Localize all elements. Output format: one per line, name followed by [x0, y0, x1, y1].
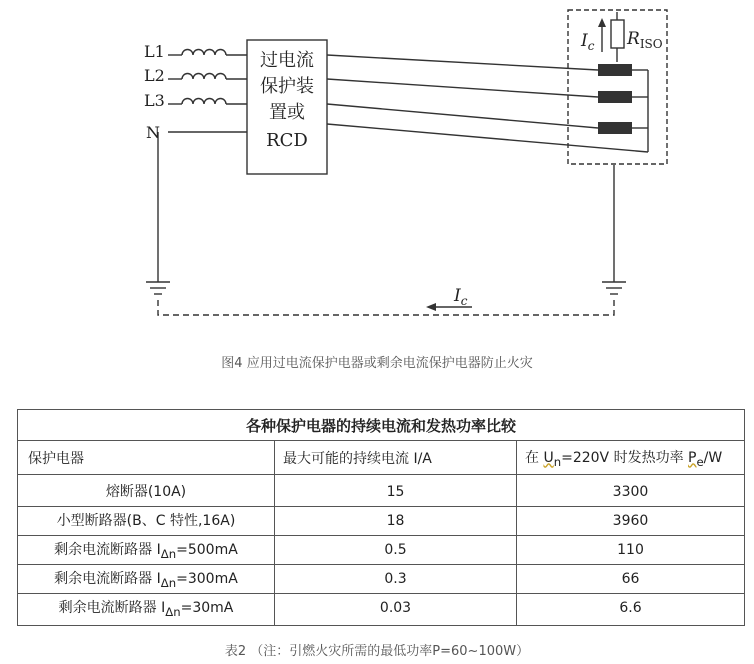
- device-label-3: 置或: [269, 102, 305, 123]
- line-label-l2: L2: [144, 66, 165, 85]
- comparison-table: [17, 409, 745, 626]
- line-label-n: N: [146, 123, 160, 142]
- row-power: 3300: [517, 475, 745, 507]
- device-label-1: 过电流: [260, 50, 314, 71]
- row-current: 15: [275, 475, 517, 507]
- row-current: 0.03: [275, 594, 517, 626]
- table-caption: 表2 （注：引燃火灾所需的最低功率P=60~100W）: [224, 644, 530, 659]
- table-row: [18, 565, 745, 594]
- row-current: 18: [275, 507, 517, 536]
- header-device: 保护电器: [18, 441, 275, 475]
- row-device: 剩余电流断路器 $I_{\Delta n}=300mA$: [18, 565, 275, 594]
- row-device: 小型断路器(B、C 特性,16A): [18, 507, 275, 536]
- ground-current-label: $I_c$: [454, 286, 468, 308]
- row-current: 0.3: [275, 565, 517, 594]
- line-label-l1: L1: [144, 42, 165, 61]
- device-label-2: 保护装: [260, 76, 314, 97]
- row-current: 0.5: [275, 536, 517, 565]
- device-label-4: RCD: [266, 130, 308, 151]
- row-device: 熔断器(10A): [18, 475, 275, 507]
- row-device: 剩余电流断路器 $I_{\Delta n}=500mA$: [18, 536, 275, 565]
- resistor-label: $R_{ISO}$: [627, 29, 663, 51]
- row-power: 6.6: [517, 594, 745, 626]
- table-row: [18, 475, 745, 507]
- table-title: 各种保护电器的持续电流和发热功率比较: [18, 410, 745, 441]
- header-power: 在 $U_n=220V$ 时发热功率 $P_e/W$: [517, 441, 745, 475]
- table-row: [18, 507, 745, 536]
- table-row: [18, 594, 745, 626]
- row-power: 66: [517, 565, 745, 594]
- table-row: [18, 536, 745, 565]
- header-current: 最大可能的持续电流 I/A: [275, 441, 517, 475]
- current-label: $I_c$: [581, 31, 595, 53]
- row-power: 3960: [517, 507, 745, 536]
- row-power: 110: [517, 536, 745, 565]
- figure-caption: 图4 应用过电流保护电器或剩余电流保护电器防止火灾: [221, 356, 533, 371]
- row-device: 剩余电流断路器 $I_{\Delta n}=30mA$: [18, 594, 275, 626]
- line-label-l3: L3: [144, 91, 165, 110]
